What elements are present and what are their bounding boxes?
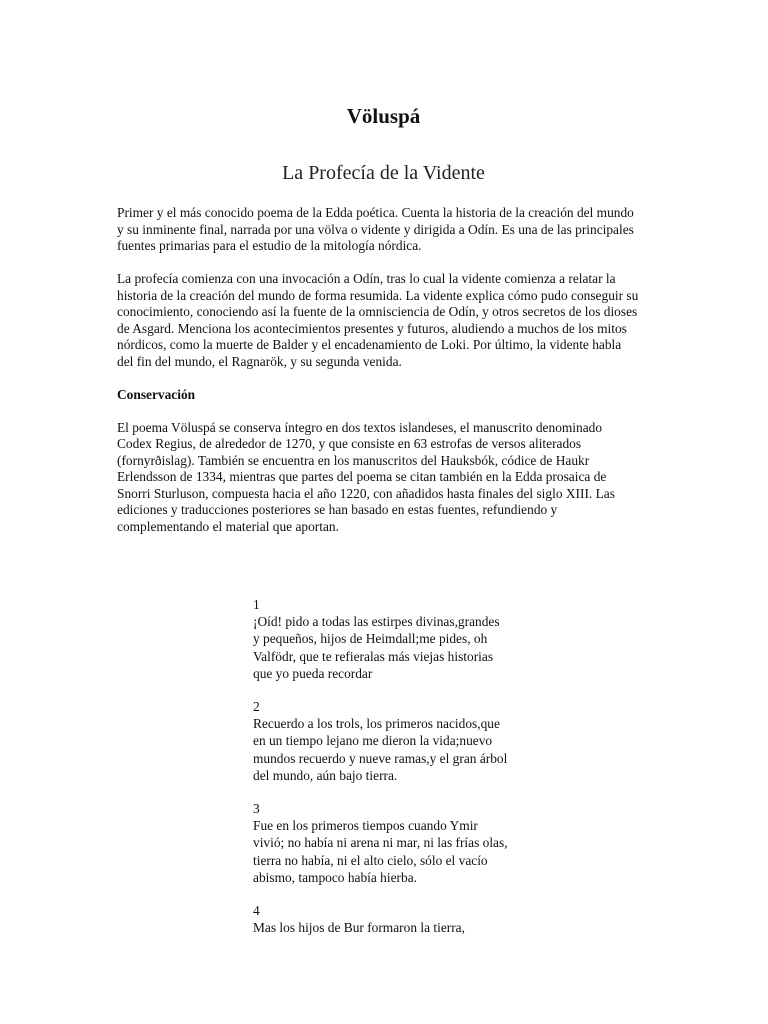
stanza-number: 1 — [253, 597, 260, 612]
section-heading-conservacion: Conservación — [117, 386, 196, 402]
stanza-line: y pequeños, hijos de Heimdall;me pides, oh — [253, 631, 488, 647]
stanza-line: ¡Oíd! pido a todas las estirpes divinas,grandes — [253, 614, 500, 630]
stanza-line: Mas los hijos de Bur formaron la tierra, — [253, 920, 465, 936]
stanza-line: mundos recuerdo y nueve ramas,y el gran árbol — [253, 750, 508, 766]
stanza-number: 2 — [253, 699, 260, 715]
text-line: de Asgard. Menciona los acontecimientos presentes y futuros, aludiendo a muchos de los mitos — [117, 320, 627, 336]
stanza-number: 4 — [253, 903, 260, 919]
text-line: nórdicos, como la muerte de Balder y el encadenamiento de Loki. Por último, la vidente habla — [117, 337, 622, 352]
text-line: fuentes primarias para el estudio de la mitología nórdica. — [117, 238, 422, 253]
stanza — [253, 902, 543, 936]
stanza-line: Recuerdo a los trols, los primeros nacidos,que — [253, 716, 500, 732]
text-line: (fornyrðislag). También se encuentra en los manuscritos del Hauksbók, códice de Haukr — [117, 452, 590, 468]
stanza — [253, 698, 543, 784]
text-line: del fin del mundo, el Ragnarök, y su segunda venida. — [117, 353, 402, 369]
conservation-paragraph — [117, 420, 650, 536]
text-line: Snorri Sturluson, compuesta hacia el año 1220, con añadidos hasta finales del siglo XIII. Las — [117, 485, 615, 501]
text-line: y su inminente final, narrada por una völva o vidente y dirigida a Odín. Es una de las principales — [117, 221, 634, 237]
stanza-line: abismo, tampoco había hierba. — [253, 869, 417, 885]
stanza-line: tierra no había, ni el alto cielo, sólo el vacío — [253, 852, 488, 868]
text-line: historia de la creación del mundo de forma resumida. La vidente explica cómo pudo conseguir su — [117, 287, 639, 303]
text-line: El poema Völuspá se conserva íntegro en dos textos islandeses, el manuscrito denominado — [117, 419, 603, 435]
text-line: conocimiento, conociendo así la fuente de la omnisciencia de Odín, y otros secretos de los dioses — [117, 304, 638, 319]
text-line: La profecía comienza con una invocación a Odín, tras lo cual la vidente comienza a relatar la — [117, 271, 616, 286]
text-line: ediciones y traducciones posteriores se han basado en estas fuentes, refundiendo y — [117, 502, 558, 517]
stanza-line: que yo pueda recordar — [253, 665, 373, 681]
stanza-line: Valfödr, que te refieralas más viejas historias — [253, 648, 494, 664]
summary-paragraph — [117, 271, 650, 370]
stanza — [253, 596, 543, 682]
document-title: Völuspá — [346, 104, 421, 128]
text-line: Primer y el más conocido poema de la Edda poética. Cuenta la historia de la creación del mundo — [117, 205, 634, 220]
stanza — [253, 800, 543, 886]
stanza-line: Fue en los primeros tiempos cuando Ymir — [253, 818, 478, 834]
text-line: Codex Regius, de alrededor de 1270, y que consiste en 63 estrofas de versos aliterados — [117, 436, 582, 451]
poem-block — [253, 596, 543, 952]
document-subtitle: La Profecía de la Vidente — [282, 162, 485, 184]
text-line: complementando el material que aportan. — [117, 518, 339, 534]
stanza-line: en un tiempo lejano me dieron la vida;nuevo — [253, 733, 493, 749]
stanza-line: vivió; no había ni arena ni mar, ni las frías olas, — [253, 835, 508, 851]
stanza-line: del mundo, aún bajo tierra. — [253, 767, 398, 783]
intro-paragraph — [117, 205, 650, 255]
text-line: Erlendsson de 1334, mientras que partes del poema se citan también en la Edda prosaica de — [117, 469, 607, 484]
stanza-number: 3 — [253, 801, 260, 817]
